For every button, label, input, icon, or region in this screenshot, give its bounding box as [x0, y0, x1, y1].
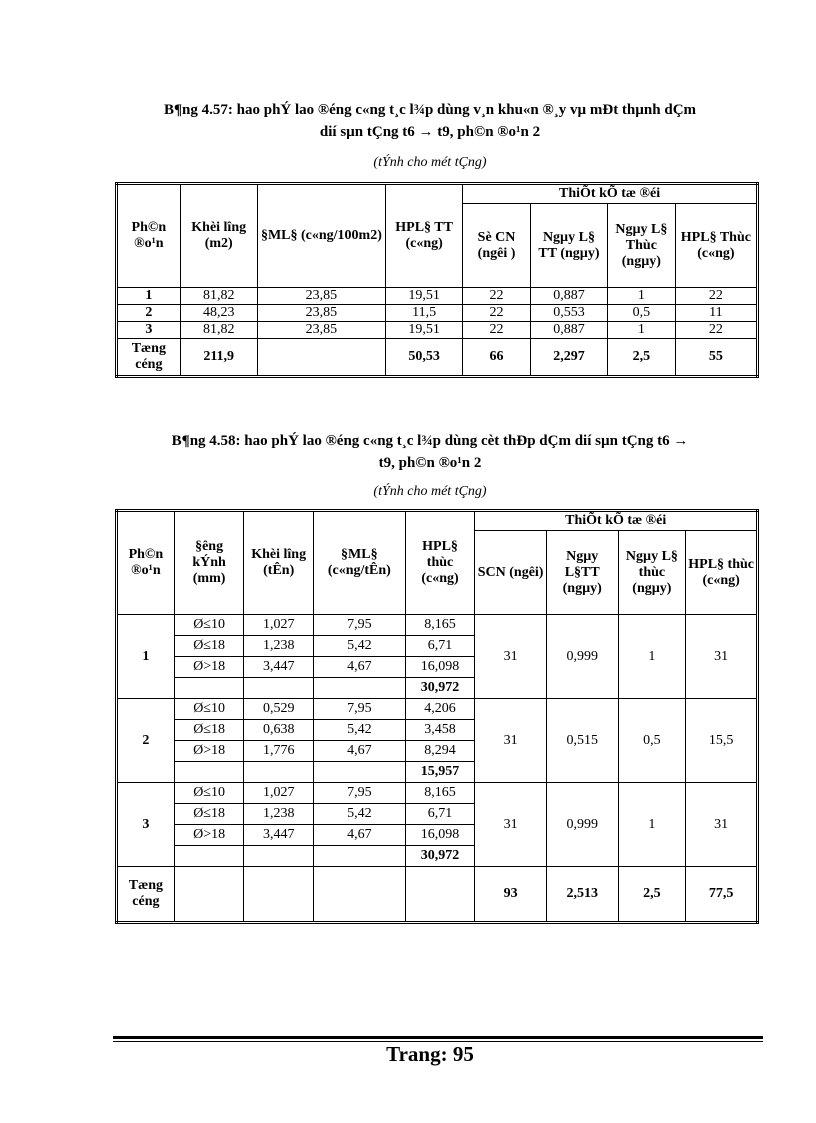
- t1-cell: 3: [117, 322, 181, 339]
- t2-empty: [313, 678, 405, 699]
- t2-empty: [313, 762, 405, 783]
- t2-header-dml: §ML§ (c«ng/tÊn): [313, 511, 405, 615]
- t1-header-khoi-luong: Khèi lîng (m2): [180, 184, 257, 288]
- table1-caption-line1: B¶ng 4.57: hao phÝ lao ®éng c«ng t¸c l¾p dùng v¸n khu«n ®¸y vµ mÐt thµnh dÇm: [163, 102, 697, 118]
- t2-total-ngay-tt: 2,513: [546, 867, 618, 923]
- t2-khoi-luong: 1,027: [244, 615, 314, 636]
- t2-sum: 15,957: [405, 762, 475, 783]
- t1-cell: 22: [675, 322, 757, 339]
- t2-empty: [174, 867, 244, 923]
- t2-scn: 31: [475, 699, 547, 783]
- t2-duong-kinh: Ø>18: [174, 741, 244, 762]
- t1-cell: 11: [675, 305, 757, 322]
- t2-header-scn: SCN (ngêi): [475, 531, 547, 615]
- t2-khoi-luong: 1,027: [244, 783, 314, 804]
- t1-cell: 23,85: [257, 288, 385, 305]
- t2-hpl-thuc: 15,5: [686, 699, 758, 783]
- t1-header-so-cn: Sè CN (ngêi ): [463, 204, 531, 288]
- t2-header-khoi-luong: Khèi lîng (tÊn): [244, 511, 314, 615]
- t2-hpl: 4,206: [405, 699, 475, 720]
- t2-duong-kinh: Ø≤10: [174, 783, 244, 804]
- t2-dml: 7,95: [313, 783, 405, 804]
- t2-scn: 31: [475, 783, 547, 867]
- t1-total-label: Tæng céng: [117, 339, 181, 377]
- t2-header-group: ThiÕt kÕ tæ ®éi: [475, 511, 758, 531]
- t2-dml: 4,67: [313, 657, 405, 678]
- t1-cell: 22: [675, 288, 757, 305]
- t1-cell: 1: [117, 288, 181, 305]
- t2-dml: 5,42: [313, 804, 405, 825]
- t2-empty: [244, 762, 314, 783]
- t2-total-hpl-thuc: 77,5: [686, 867, 758, 923]
- table-row: [117, 783, 758, 804]
- t1-cell: 22: [463, 322, 531, 339]
- t1-cell: 19,51: [386, 322, 463, 339]
- t2-ngay-thuc: 1: [618, 783, 686, 867]
- t2-hpl: 6,71: [405, 804, 475, 825]
- table-total-row: [117, 339, 758, 377]
- t1-cell: 23,85: [257, 305, 385, 322]
- t2-hpl: 6,71: [405, 636, 475, 657]
- t2-hpl-thuc: 31: [686, 615, 758, 699]
- t2-duong-kinh: Ø≤18: [174, 636, 244, 657]
- t1-cell: 22: [463, 288, 531, 305]
- t2-header-ngay-tt: Ngµy L§TT (ngµy): [546, 531, 618, 615]
- t2-scn: 31: [475, 615, 547, 699]
- t2-header-hpl-thuc2: HPL§ thùc (c«ng): [686, 531, 758, 615]
- t2-duong-kinh: Ø≤10: [174, 615, 244, 636]
- t1-cell: 1: [607, 322, 675, 339]
- t2-dml: 5,42: [313, 636, 405, 657]
- t2-empty: [405, 867, 475, 923]
- t2-total-ngay-thuc: 2,5: [618, 867, 686, 923]
- t2-ngay-tt: 0,515: [546, 699, 618, 783]
- t1-cell: 81,82: [180, 322, 257, 339]
- t1-total-so-cn: 66: [463, 339, 531, 377]
- t2-khoi-luong: 1,776: [244, 741, 314, 762]
- t1-header-ngay-thuc: Ngµy L§ Thùc (ngµy): [607, 204, 675, 288]
- footer-rule: [113, 1036, 763, 1039]
- table1-caption-line2: dií sµn tÇng t6 → t9, ph©n ®o¹n 2: [319, 124, 541, 140]
- table2-caption-line2: t9, ph©n ®o¹n 2: [378, 455, 482, 471]
- t1-header-hpl-thuc: HPL§ Thùc (c«ng): [675, 204, 757, 288]
- t2-empty: [244, 678, 314, 699]
- t1-total-hpl-tt: 50,53: [386, 339, 463, 377]
- t1-header-group: ThiÕt kÕ tæ ®éi: [463, 184, 758, 204]
- t2-header-hpl-thuc: HPL§ thùc (c«ng): [405, 511, 475, 615]
- table2-caption: [100, 430, 760, 474]
- t1-cell: 0,887: [530, 322, 607, 339]
- t2-total-scn: 93: [475, 867, 547, 923]
- t2-ngay-thuc: 0,5: [618, 699, 686, 783]
- t2-empty: [174, 762, 244, 783]
- t2-dml: 7,95: [313, 699, 405, 720]
- t2-duong-kinh: Ø≤10: [174, 699, 244, 720]
- t1-cell: 48,23: [180, 305, 257, 322]
- t1-total-empty: [257, 339, 385, 377]
- table2-caption-line1: B¶ng 4.58: hao phÝ lao ®éng c«ng t¸c l¾p dùng cèt thÐp dÇm dií sµn tÇng t6 →: [171, 433, 689, 449]
- t2-dml: 5,42: [313, 720, 405, 741]
- table1-subtitle: (tÝnh cho mét tÇng): [373, 155, 487, 170]
- t2-phan-doan: 1: [117, 615, 175, 699]
- t2-dml: 4,67: [313, 825, 405, 846]
- t2-empty: [313, 846, 405, 867]
- t1-cell: 0,887: [530, 288, 607, 305]
- t2-hpl: 8,165: [405, 783, 475, 804]
- t2-khoi-luong: 3,447: [244, 657, 314, 678]
- t2-khoi-luong: 3,447: [244, 825, 314, 846]
- table-total-row: [117, 867, 758, 923]
- t1-cell: 0,5: [607, 305, 675, 322]
- t2-dml: 7,95: [313, 615, 405, 636]
- t2-dml: 4,67: [313, 741, 405, 762]
- t1-cell: 22: [463, 305, 531, 322]
- t2-empty: [174, 678, 244, 699]
- table-row: [117, 699, 758, 720]
- t2-phan-doan: 3: [117, 783, 175, 867]
- table1: [115, 182, 759, 378]
- t2-sum: 30,972: [405, 846, 475, 867]
- t1-cell: 81,82: [180, 288, 257, 305]
- t1-cell: 11,5: [386, 305, 463, 322]
- table-row: [117, 322, 758, 339]
- t1-header-hpl-tt: HPL§ TT (c«ng): [386, 184, 463, 288]
- t2-hpl: 8,165: [405, 615, 475, 636]
- t2-hpl: 16,098: [405, 657, 475, 678]
- table-row: [117, 615, 758, 636]
- t2-hpl: 3,458: [405, 720, 475, 741]
- t2-phan-doan: 2: [117, 699, 175, 783]
- t1-total-khoi-luong: 211,9: [180, 339, 257, 377]
- table2-subtitle: (tÝnh cho mét tÇng): [373, 484, 487, 499]
- t2-khoi-luong: 1,238: [244, 636, 314, 657]
- t1-cell: 23,85: [257, 322, 385, 339]
- t2-hpl-thuc: 31: [686, 783, 758, 867]
- t1-cell: 2: [117, 305, 181, 322]
- t1-cell: 19,51: [386, 288, 463, 305]
- t2-hpl: 8,294: [405, 741, 475, 762]
- t2-hpl: 16,098: [405, 825, 475, 846]
- table1-caption: [100, 99, 760, 143]
- t1-total-hpl-thuc: 55: [675, 339, 757, 377]
- t1-header-phan-doan: Ph©n ®o¹n: [117, 184, 181, 288]
- t2-sum: 30,972: [405, 678, 475, 699]
- t1-header-ngay-tt: Ngµy L§ TT (ngµy): [530, 204, 607, 288]
- t1-total-ngay-thuc: 2,5: [607, 339, 675, 377]
- t1-cell: 0,553: [530, 305, 607, 322]
- t2-header-duong-kinh: §êng kÝnh (mm): [174, 511, 244, 615]
- t1-header-dml: §ML§ (c«ng/100m2): [257, 184, 385, 288]
- t2-khoi-luong: 0,529: [244, 699, 314, 720]
- t2-duong-kinh: Ø>18: [174, 657, 244, 678]
- table-row: [117, 305, 758, 322]
- t2-header-ngay-thuc: Ngµy L§ thùc (ngµy): [618, 531, 686, 615]
- t2-duong-kinh: Ø≤18: [174, 804, 244, 825]
- t2-duong-kinh: Ø≤18: [174, 720, 244, 741]
- page-number: Trang: 95: [386, 1042, 474, 1066]
- t2-empty: [244, 846, 314, 867]
- t2-khoi-luong: 1,238: [244, 804, 314, 825]
- t2-total-label: Tæng céng: [117, 867, 175, 923]
- table2: [115, 509, 759, 924]
- t2-khoi-luong: 0,638: [244, 720, 314, 741]
- t1-cell: 1: [607, 288, 675, 305]
- t2-header-phan-doan: Ph©n ®o¹n: [117, 511, 175, 615]
- t1-total-ngay-tt: 2,297: [530, 339, 607, 377]
- t2-ngay-tt: 0,999: [546, 783, 618, 867]
- t2-ngay-thuc: 1: [618, 615, 686, 699]
- table-row: [117, 288, 758, 305]
- t2-ngay-tt: 0,999: [546, 615, 618, 699]
- t2-empty: [244, 867, 314, 923]
- t2-empty: [174, 846, 244, 867]
- t2-empty: [313, 867, 405, 923]
- t2-duong-kinh: Ø>18: [174, 825, 244, 846]
